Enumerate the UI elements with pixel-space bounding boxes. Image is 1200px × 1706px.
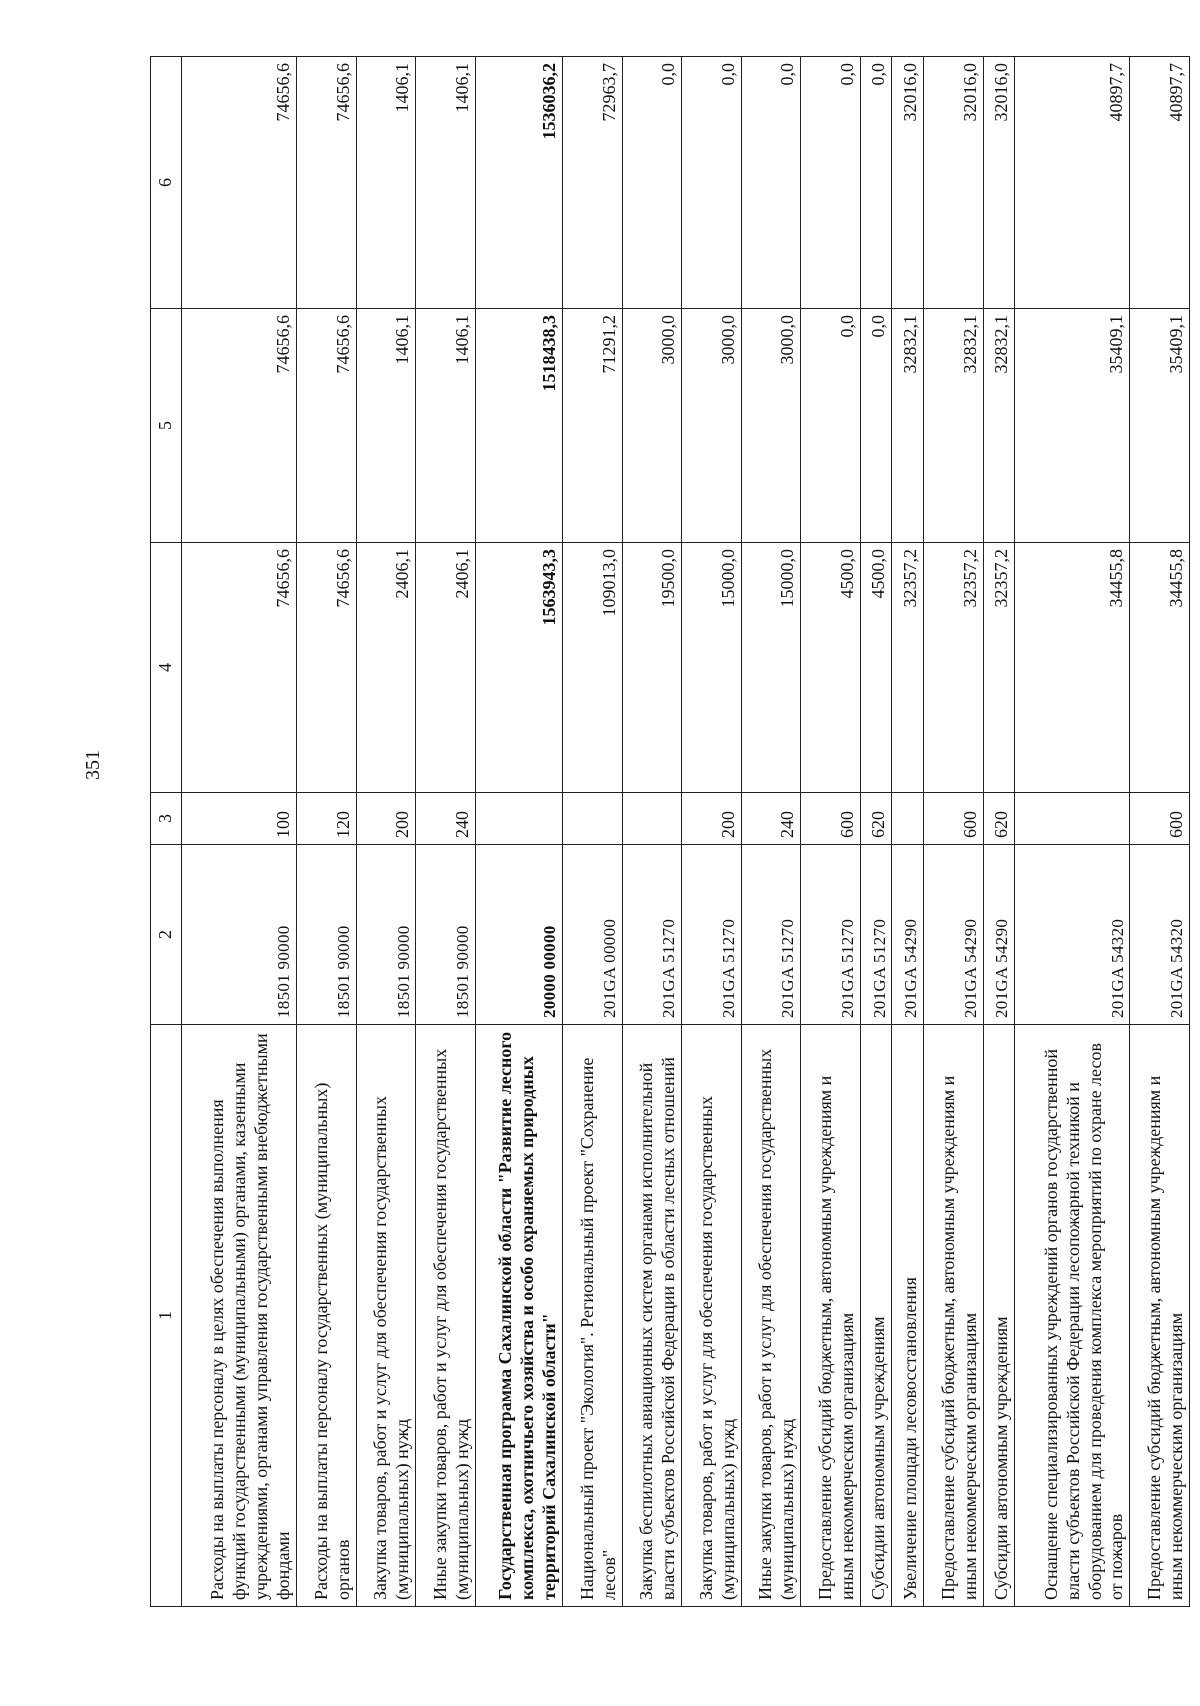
row-amount-3-cell: 32016,0: [924, 57, 984, 309]
table-row: [297, 57, 357, 1607]
row-expense-type-cell: [475, 793, 562, 845]
row-amount-3-cell: 0,0: [622, 57, 682, 309]
row-expense-type-cell: 120: [297, 793, 357, 845]
row-code-cell: 18501 90000: [182, 845, 297, 1025]
row-name-cell: Закупка беспилотных авиационных систем органами исполнительной власти субъектов Российской Федерации в области лесных отношений: [622, 1025, 682, 1607]
page-number: 351: [82, 750, 104, 780]
table-row: [860, 57, 892, 1607]
row-amount-3-cell: 1406,1: [416, 57, 476, 309]
row-name-cell: Закупка товаров, работ и услуг для обеспечения государственных (муниципальных) нужд: [682, 1025, 742, 1607]
row-amount-1-cell: 34455,8: [1130, 543, 1190, 793]
table-row: [622, 57, 682, 1607]
row-amount-2-cell: 1406,1: [416, 309, 476, 543]
row-amount-1-cell: 2406,1: [416, 543, 476, 793]
row-expense-type-cell: 240: [741, 793, 801, 845]
row-amount-3-cell: 40897,7: [1130, 57, 1190, 309]
row-amount-1-cell: 4500,0: [801, 543, 861, 793]
row-name-cell: Предоставление субсидий бюджетным, автономным учреждениям и иным некоммерческим организациям: [1130, 1025, 1190, 1607]
table-row: [801, 57, 861, 1607]
row-amount-2-cell: 35409,1: [1015, 309, 1130, 543]
row-name-cell: Национальный проект "Экология". Региональный проект "Сохранение лесов": [563, 1025, 623, 1607]
table-row: [356, 57, 416, 1607]
row-code-cell: 201GA 54290: [924, 845, 984, 1025]
row-amount-3-cell: 74656,6: [182, 57, 297, 309]
row-code-cell: 201GA 51270: [801, 845, 861, 1025]
row-amount-3-cell: 74656,6: [297, 57, 357, 309]
row-expense-type-cell: [563, 793, 623, 845]
row-amount-2-cell: 3000,0: [622, 309, 682, 543]
row-expense-type-cell: [622, 793, 682, 845]
rotated-page-content: [150, 57, 1190, 1607]
row-code-cell: 18501 90000: [356, 845, 416, 1025]
row-code-cell: 201GA 51270: [860, 845, 892, 1025]
row-code-cell: 201GA 54290: [983, 845, 1015, 1025]
row-amount-2-cell: 0,0: [801, 309, 861, 543]
row-amount-3-cell: 0,0: [801, 57, 861, 309]
row-amount-2-cell: 1406,1: [356, 309, 416, 543]
row-code-cell: 201GA 54290: [892, 845, 924, 1025]
row-name-cell: Субсидии автономным учреждениям: [983, 1025, 1015, 1607]
row-name-cell: Иные закупки товаров, работ и услуг для обеспечения государственных (муниципальных) нужд: [741, 1025, 801, 1607]
row-amount-1-cell: 4500,0: [860, 543, 892, 793]
table-row: [475, 57, 562, 1607]
row-expense-type-cell: [1015, 793, 1130, 845]
row-expense-type-cell: 600: [1130, 793, 1190, 845]
column-header-expense-type: 3: [151, 793, 182, 845]
table-row: [416, 57, 476, 1607]
row-expense-type-cell: 200: [682, 793, 742, 845]
row-amount-3-cell: 0,0: [741, 57, 801, 309]
row-amount-3-cell: 32016,0: [983, 57, 1015, 309]
row-amount-1-cell: 74656,6: [182, 543, 297, 793]
row-name-cell: Увеличение площади лесовосстановления: [892, 1025, 924, 1607]
row-expense-type-cell: 620: [860, 793, 892, 845]
column-header-code: 2: [151, 845, 182, 1025]
row-amount-1-cell: 74656,6: [297, 543, 357, 793]
row-amount-1-cell: 109013,0: [563, 543, 623, 793]
row-expense-type-cell: 600: [924, 793, 984, 845]
column-header-name: 1: [151, 1025, 182, 1607]
row-amount-1-cell: 32357,2: [924, 543, 984, 793]
row-amount-1-cell: 19500,0: [622, 543, 682, 793]
row-amount-1-cell: 2406,1: [356, 543, 416, 793]
row-name-cell: Государственная программа Сахалинской области "Развитие лесного комплекса, охотничьего хозяйства и особо охраняемых природных территорий Сахалинской области": [475, 1025, 562, 1607]
row-expense-type-cell: [892, 793, 924, 845]
row-amount-2-cell: 74656,6: [297, 309, 357, 543]
row-amount-3-cell: 1536036,2: [475, 57, 562, 309]
row-code-cell: 201GA 51270: [741, 845, 801, 1025]
row-amount-3-cell: 40897,7: [1015, 57, 1130, 309]
row-expense-type-cell: 100: [182, 793, 297, 845]
row-amount-2-cell: 3000,0: [741, 309, 801, 543]
row-name-cell: Иные закупки товаров, работ и услуг для обеспечения государственных (муниципальных) нужд: [416, 1025, 476, 1607]
table-row: [563, 57, 623, 1607]
row-code-cell: 201GA 51270: [622, 845, 682, 1025]
row-amount-1-cell: 34455,8: [1015, 543, 1130, 793]
row-amount-1-cell: 15000,0: [741, 543, 801, 793]
row-name-cell: Расходы на выплаты персоналу в целях обеспечения выполнения функций государственными (муниципальными) органами, казенными учреждениями, органами управления государственными внебюджетными фондами: [182, 1025, 297, 1607]
row-expense-type-cell: 240: [416, 793, 476, 845]
row-amount-1-cell: 1563943,3: [475, 543, 562, 793]
table-row: [924, 57, 984, 1607]
row-code-cell: 18501 90000: [416, 845, 476, 1025]
row-amount-1-cell: 32357,2: [983, 543, 1015, 793]
row-amount-1-cell: 32357,2: [892, 543, 924, 793]
row-name-cell: Расходы на выплаты персоналу государственных (муниципальных) органов: [297, 1025, 357, 1607]
row-name-cell: Субсидии автономным учреждениям: [860, 1025, 892, 1607]
column-header-amount-2: 5: [151, 309, 182, 543]
row-amount-3-cell: 0,0: [860, 57, 892, 309]
row-code-cell: 201GA 54320: [1015, 845, 1130, 1025]
table-row: [1015, 57, 1130, 1607]
row-amount-2-cell: 35409,1: [1130, 309, 1190, 543]
row-name-cell: Предоставление субсидий бюджетным, автономным учреждениям и иным некоммерческим организациям: [924, 1025, 984, 1607]
row-amount-2-cell: 3000,0: [682, 309, 742, 543]
table-row: [182, 57, 297, 1607]
row-code-cell: 201GA 00000: [563, 845, 623, 1025]
row-amount-3-cell: 72963,7: [563, 57, 623, 309]
row-expense-type-cell: 600: [801, 793, 861, 845]
row-name-cell: Закупка товаров, работ и услуг для обеспечения государственных (муниципальных) нужд: [356, 1025, 416, 1607]
row-amount-3-cell: 32016,0: [892, 57, 924, 309]
table-row: [741, 57, 801, 1607]
table-header-row: [151, 57, 182, 1607]
row-name-cell: Оснащение специализированных учреждений органов государственной власти субъектов Российской Федерации лесопожарной техникой и оборудованием для проведения комплекса мероприятий по охране лесов от пожаров: [1015, 1025, 1130, 1607]
row-amount-2-cell: 1518438,3: [475, 309, 562, 543]
row-expense-type-cell: 620: [983, 793, 1015, 845]
table-row: [682, 57, 742, 1607]
row-amount-2-cell: 0,0: [860, 309, 892, 543]
budget-table: [150, 56, 1190, 1607]
table-body: [182, 57, 1190, 1607]
row-code-cell: 18501 90000: [297, 845, 357, 1025]
column-header-amount-3: 6: [151, 57, 182, 309]
row-amount-2-cell: 32832,1: [983, 309, 1015, 543]
row-amount-2-cell: 71291,2: [563, 309, 623, 543]
column-header-amount-1: 4: [151, 543, 182, 793]
row-name-cell: Предоставление субсидий бюджетным, автономным учреждениям и иным некоммерческим организациям: [801, 1025, 861, 1607]
row-code-cell: 20000 00000: [475, 845, 562, 1025]
table-row: [983, 57, 1015, 1607]
row-expense-type-cell: 200: [356, 793, 416, 845]
row-amount-2-cell: 74656,6: [182, 309, 297, 543]
table-row: [1130, 57, 1190, 1607]
row-amount-1-cell: 15000,0: [682, 543, 742, 793]
row-code-cell: 201GA 51270: [682, 845, 742, 1025]
row-code-cell: 201GA 54320: [1130, 845, 1190, 1025]
row-amount-3-cell: 0,0: [682, 57, 742, 309]
row-amount-2-cell: 32832,1: [924, 309, 984, 543]
row-amount-3-cell: 1406,1: [356, 57, 416, 309]
table-row: [892, 57, 924, 1607]
row-amount-2-cell: 32832,1: [892, 309, 924, 543]
